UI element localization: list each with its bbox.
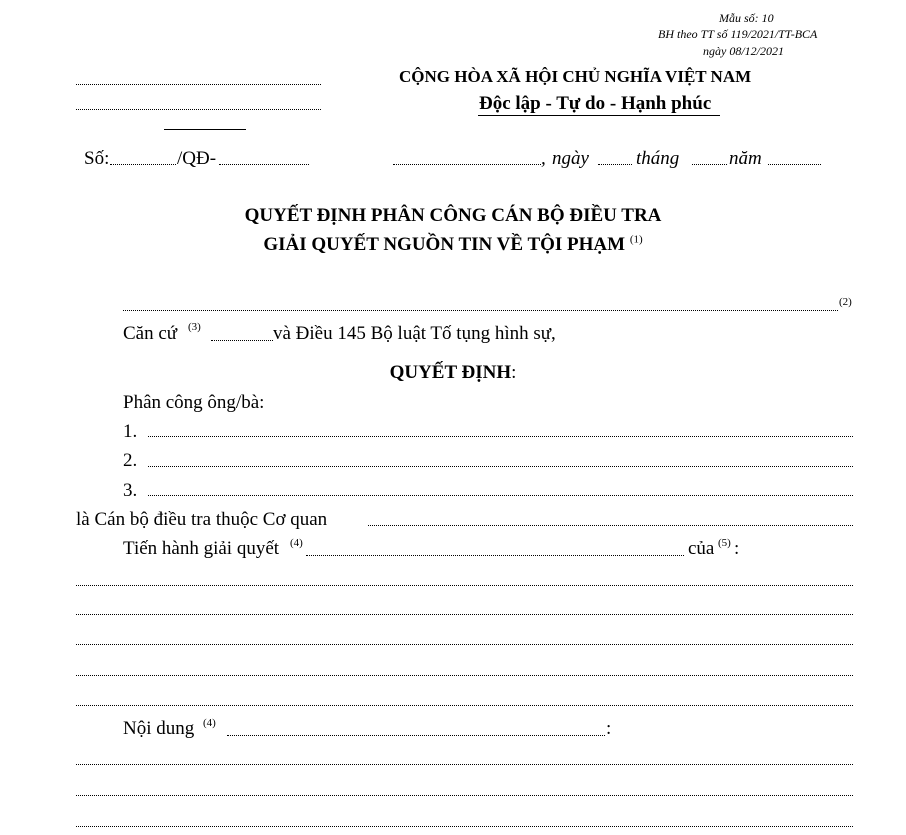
- country-name: CỘNG HÒA XÃ HỘI CHỦ NGHĨA VIỆT NAM: [399, 67, 752, 86]
- assign-label: Phân công ông/bà:: [123, 392, 265, 413]
- year-label: năm: [729, 148, 762, 169]
- month-field[interactable]: [692, 164, 727, 165]
- basis-footnote: (3): [188, 321, 201, 333]
- basis-field[interactable]: [211, 340, 273, 341]
- national-motto: Độc lập - Tự do - Hạnh phúc: [478, 93, 720, 116]
- proceed-field[interactable]: [306, 555, 684, 556]
- proceed-label: Tiến hành giải quyết: [123, 538, 280, 559]
- content-line-3[interactable]: [76, 826, 853, 827]
- assignee-number-3: 3.: [123, 480, 138, 501]
- title-footnote: (1): [629, 233, 643, 246]
- detail-line-5[interactable]: [76, 705, 853, 706]
- proceed-colon: :: [734, 538, 740, 559]
- authority-footnote: (2): [839, 296, 852, 308]
- decision-heading-text: QUYẾT ĐỊNH: [389, 362, 512, 383]
- day-field[interactable]: [598, 164, 632, 165]
- form-date: ngày 08/12/2021: [703, 44, 784, 58]
- detail-line-1[interactable]: [76, 585, 853, 586]
- day-label: ngày: [552, 148, 589, 169]
- agency-parent-line[interactable]: [76, 84, 321, 85]
- qd-label: /QĐ-: [177, 148, 217, 169]
- proceed-footnote: (4): [290, 537, 303, 549]
- title-line2-text: GIẢI QUYẾT NGUỒN TIN VỀ TỘI PHẠM: [263, 234, 626, 255]
- agency-underline: [164, 129, 246, 130]
- content-label: Nội dung: [123, 718, 195, 739]
- number-label: Số:: [84, 148, 110, 169]
- place-field[interactable]: [393, 164, 541, 165]
- year-field[interactable]: [768, 164, 821, 165]
- detail-line-2[interactable]: [76, 614, 853, 615]
- decision-heading: [0, 362, 906, 384]
- assignee-field-1[interactable]: [148, 436, 853, 437]
- detail-line-4[interactable]: [76, 675, 853, 676]
- document-title-line2: [0, 234, 906, 256]
- agency-label: là Cán bộ điều tra thuộc Cơ quan: [76, 509, 328, 530]
- proceed-cua: của: [688, 538, 715, 559]
- number-field[interactable]: [110, 164, 176, 165]
- form-issuer: BH theo TT số 119/2021/TT-BCA: [658, 27, 818, 41]
- assignee-field-3[interactable]: [148, 495, 853, 496]
- authority-field[interactable]: [123, 310, 838, 311]
- basis-label: Căn cứ: [123, 323, 178, 344]
- assignee-number-2: 2.: [123, 450, 138, 471]
- agency-code-field[interactable]: [219, 164, 309, 165]
- content-line-2[interactable]: [76, 795, 853, 796]
- agency-field[interactable]: [368, 525, 853, 526]
- content-colon: :: [606, 718, 612, 739]
- detail-line-3[interactable]: [76, 644, 853, 645]
- assignee-number-1: 1.: [123, 421, 138, 442]
- proceed-cua-footnote: (5): [718, 537, 731, 549]
- content-field[interactable]: [227, 735, 605, 736]
- assignee-field-2[interactable]: [148, 466, 853, 467]
- agency-name-line[interactable]: [76, 109, 321, 110]
- form-number: Mẫu số: 10: [719, 11, 774, 25]
- basis-text: và Điều 145 Bộ luật Tố tụng hình sự,: [273, 323, 556, 344]
- content-footnote: (4): [203, 717, 216, 729]
- decision-colon: :: [511, 362, 517, 383]
- month-label: tháng: [636, 148, 680, 169]
- document-title-line1: QUYẾT ĐỊNH PHÂN CÔNG CÁN BỘ ĐIỀU TRA: [244, 205, 662, 226]
- content-line-1[interactable]: [76, 764, 853, 765]
- place-comma: ,: [541, 148, 546, 169]
